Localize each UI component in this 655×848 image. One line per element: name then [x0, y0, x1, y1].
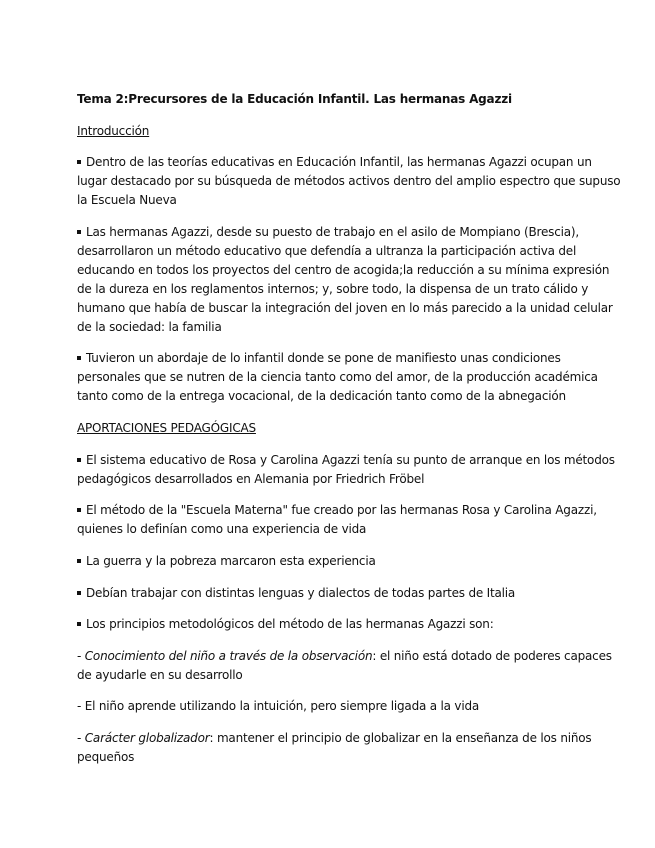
- paragraph-3-line-3: tanto como de la entrega vocacional, de la dedicación tanto como de la abnegación: [77, 389, 566, 403]
- bullet-icon: [77, 230, 81, 234]
- bullet-icon: [77, 591, 81, 595]
- aportacion-5-line-1: Los principios metodológicos del método de las hermanas Agazzi son:: [77, 615, 494, 633]
- aportacion-2-line-1: El método de la "Escuela Materna" fue creado por las hermanas Rosa y Carolina Agazzi,: [77, 501, 597, 519]
- paragraph-1-line-2: lugar destacado por su búsqueda de métodos activos dentro del amplio espectro que supuso: [77, 174, 621, 188]
- italic-term: Conocimiento del niño a través de la observación: [84, 649, 373, 663]
- paragraph-3-line-1: Tuvieron un abordaje de lo infantil donde se pone de manifiesto unas condiciones: [77, 349, 561, 367]
- paragraph-1-line-1: Dentro de las teorías educativas en Educación Infantil, las hermanas Agazzi ocupan un: [77, 153, 592, 171]
- principio-2-line-1: - El niño aprende utilizando la intuición, pero siempre ligada a la vida: [77, 699, 480, 713]
- bullet-icon: [77, 559, 81, 563]
- principio-1-line-1: - Conocimiento del niño a través de la observación: el niño está dotado de poderes capaces: [77, 649, 612, 663]
- paragraph-2-line-4: de la dureza en los reglamentos internos; y, sobre todo, la dispensa de un trato cálido y: [77, 282, 589, 296]
- bullet-icon: [77, 458, 81, 462]
- italic-term: Carácter globalizador: [84, 731, 210, 745]
- aportacion-4-line-1: Debían trabajar con distintas lenguas y dialectos de todas partes de Italia: [77, 584, 515, 602]
- paragraph-2-line-1: Las hermanas Agazzi, desde su puesto de trabajo en el asilo de Mompiano (Brescia),: [77, 223, 579, 241]
- principio-1-line-2: de ayudarle en su desarrollo: [77, 668, 243, 682]
- aportacion-3-line-1: La guerra y la pobreza marcaron esta experiencia: [77, 552, 376, 570]
- paragraph-2-line-3: educando en todos los proyectos del centro de acogida;la reducción a su mínima expresión: [77, 263, 610, 277]
- paragraph-2-line-5: humano que había de buscar la integración del joven en lo más parecido a la unidad celular: [77, 301, 613, 315]
- bullet-icon: [77, 356, 81, 360]
- principio-3-line-2: pequeños: [77, 750, 135, 764]
- intro-heading: Introducción: [77, 124, 150, 138]
- aportacion-2-line-2: quienes lo definían como una experiencia de vida: [77, 522, 367, 536]
- aportacion-1-line-1: El sistema educativo de Rosa y Carolina Agazzi tenía su punto de arranque en los métodos: [77, 451, 615, 469]
- bullet-icon: [77, 508, 81, 512]
- paragraph-1-line-3: la Escuela Nueva: [77, 193, 177, 207]
- aportacion-1-line-2: pedagógicos desarrollados en Alemania por Friedrich Fröbel: [77, 472, 425, 486]
- principio-3-line-1: - Carácter globalizador: mantener el principio de globalizar en la enseñanza de los niños: [77, 731, 592, 745]
- bullet-icon: [77, 160, 81, 164]
- document-title: Tema 2:Precursores de la Educación Infantil. Las hermanas Agazzi: [77, 92, 512, 106]
- paragraph-2-line-6: de la sociedad: la familia: [77, 320, 222, 334]
- paragraph-2-line-2: desarrollaron un método educativo que defendía a ultranza la participación activa del: [77, 244, 577, 258]
- paragraph-3-line-2: personales que se nutren de la ciencia tanto como del amor, de la producción académica: [77, 370, 598, 384]
- bullet-icon: [77, 622, 81, 626]
- aportaciones-heading: APORTACIONES PEDAGÓGICAS: [77, 421, 256, 435]
